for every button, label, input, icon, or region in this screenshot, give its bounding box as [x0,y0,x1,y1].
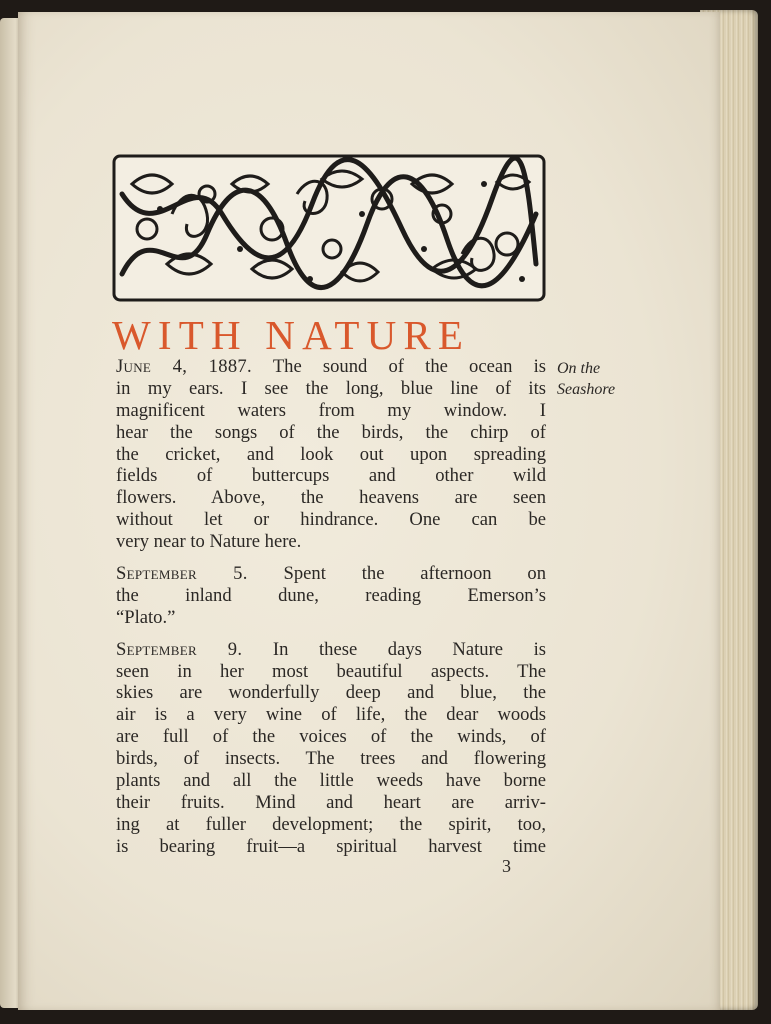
text-line: hear the songs of the birds, the chirp of [116,421,546,443]
text-line: flowers. Above, the heavens are seen [116,487,546,509]
text-line: birds, of insects. The trees and flowering [116,748,546,770]
text-line: are full of the voices of the winds, of [116,726,546,748]
text-line: September 5. Spent the afternoon on [116,563,547,585]
text-line: skies are wonderfully deep and blue, the [116,682,546,704]
text-line: the inland dune, reading Emerson’s [116,584,546,606]
entry-date: September 9. [116,638,243,660]
entry-date: September 5. [116,563,248,585]
margin-note [557,358,615,400]
text-line: in my ears. I see the long, blue line of its [116,377,546,399]
text-line: plants and all the little weeds have borne [116,770,546,792]
text-line: the cricket, and look out upon spreading [116,443,546,465]
page-number: 3 [502,856,511,876]
text-line: ing at fuller development; the spirit, too, [116,813,546,835]
text-line: seen in her most beautiful aspects. The [116,660,546,682]
decorative-headpiece-ornament [112,154,546,302]
margin-note-line: Seashore [557,381,616,398]
text-line: September 9. In these days Nature is [116,638,546,660]
body-text [116,356,546,868]
text-line: June 4, 1887. The sound of the ocean is [116,356,546,377]
entry-date: June 4, 1887. [116,356,252,377]
text-line: magnificent waters from my window. I [116,399,546,421]
text-line: their fruits. Mind and heart are arriv- [116,791,546,813]
text-line: very near to Nature here. [116,531,302,553]
text-line: “Plato.” [116,606,176,628]
diary-entry [116,639,546,858]
diary-entry [116,563,546,629]
text-line: fields of buttercups and other wild [116,465,546,487]
text-line: air is a very wine of life, the dear woods [116,704,546,726]
chapter-title: WITH NATURE [112,312,471,358]
text-line: is bearing fruit—a spiritual harvest time [116,835,546,857]
diary-entry [116,356,546,553]
margin-note-line: On the [557,360,601,377]
text-line: without let or hindrance. One can be [116,509,546,531]
